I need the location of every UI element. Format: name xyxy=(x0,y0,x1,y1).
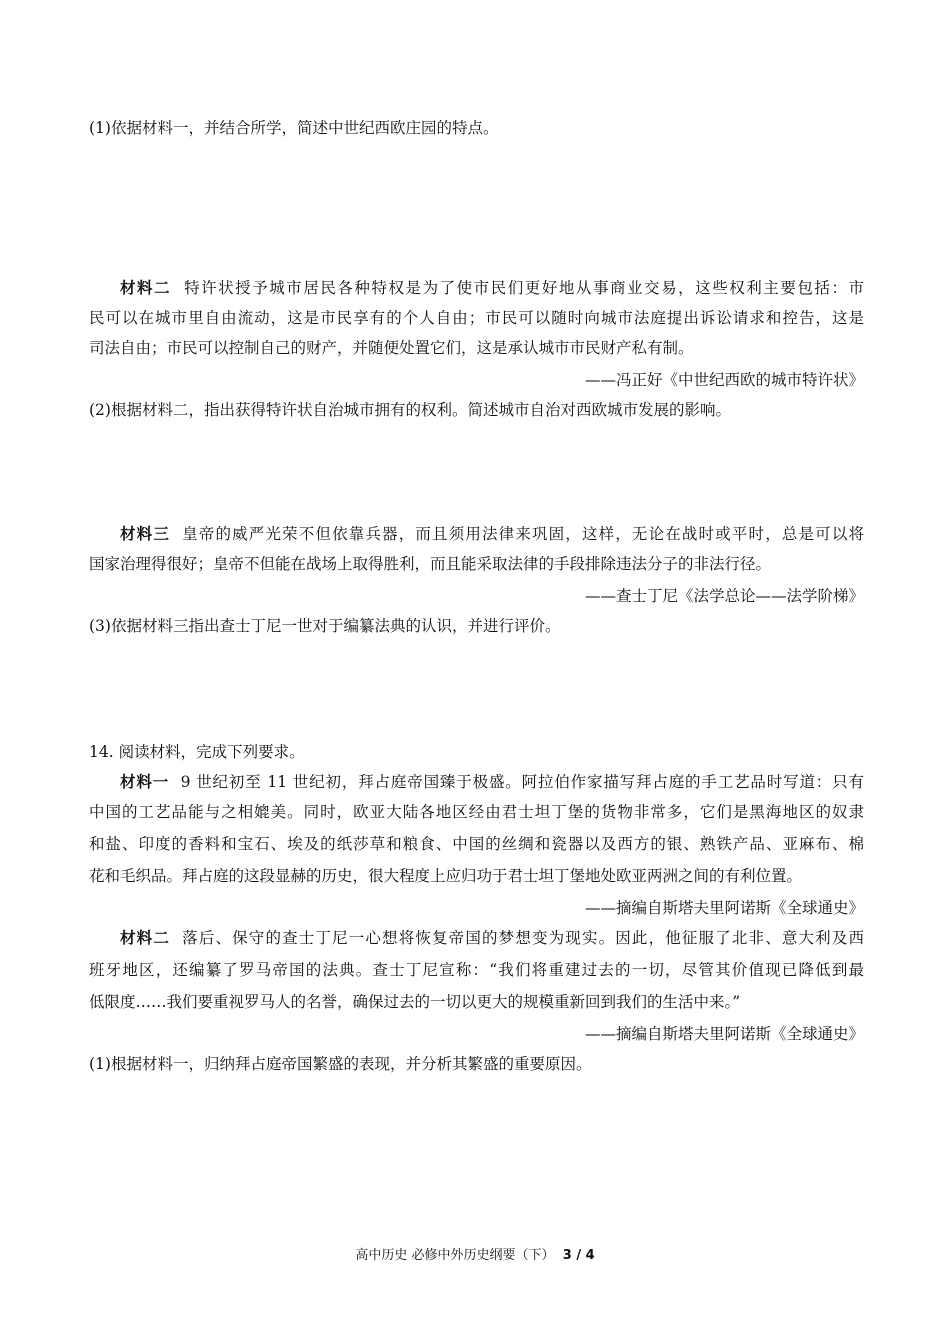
q14-title: 14. 阅读材料，完成下列要求。 xyxy=(89,743,305,761)
q13-subquestion-2: (2)根据材料二，指出获得特许状自治城市拥有的权利。简述城市自治对西欧城市发展的影响。 xyxy=(89,401,731,419)
q13-material-2-line-2: 民可以在城市里自由流动，这是市民享有的个人自由；市民可以随时向城市法庭提出诉讼请求和控告，这是 xyxy=(89,309,864,327)
q13-material-2-source: ——冯正好《中世纪西欧的城市特许状》 xyxy=(584,371,864,389)
q13-material-3-line-2: 国家治理得很好；皇帝不但能在战场上取得胜利，而且能采取法律的手段排除违法分子的非法行径。 xyxy=(89,555,772,573)
q14-material-1-line-3: 和盐、印度的香料和宝石、埃及的纸莎草和粮食、中国的丝绸和瓷器以及西方的银、熟铁产品、亚麻布、棉 xyxy=(89,835,864,853)
material-label: 材料一 xyxy=(120,773,170,791)
material-label: 材料二 xyxy=(120,279,172,297)
footer-text: 高中历史 必修中外历史纲要（下） xyxy=(355,1248,555,1263)
q14-material-1-line-1: 材料一 9 世纪初至 11 世纪初，拜占庭帝国臻于极盛。阿拉伯作家描写拜占庭的手工艺品时写道：只有 xyxy=(120,773,864,791)
q13-material-3-line-1: 材料三 皇帝的威严光荣不但依靠兵器，而且须用法律来巩固，这样，无论在战时或平时，总是可以将 xyxy=(120,525,864,543)
q14-subquestion-1: (1)根据材料一，归纳拜占庭帝国繁盛的表现，并分析其繁盛的重要原因。 xyxy=(89,1055,592,1073)
q14-material-1-line-2: 中国的工艺品能与之相媲美。同时，欧亚大陆各地区经由君士坦丁堡的货物非常多，它们是黑海地区的奴隶 xyxy=(89,803,864,821)
page-footer xyxy=(0,1247,950,1265)
q14-material-1-source: ——摘编自斯塔夫里阿诺斯《全球通史》 xyxy=(584,899,864,917)
q14-material-2-line-1: 材料二 落后、保守的查士丁尼一心想将恢复帝国的梦想变为现实。因此，他征服了北非、意大利及西 xyxy=(120,929,864,947)
q13-material-2-line-3: 司法自由；市民可以控制自己的财产，并随便处置它们，这是承认城市市民财产私有制。 xyxy=(89,339,694,357)
q14-material-2-line-3: 低限度……我们要重视罗马人的名誉，确保过去的一切以更大的规模重新回到我们的生活中来。” xyxy=(89,993,741,1011)
q14-material-1-line-4: 花和毛织品。拜占庭的这段显赫的历史，很大程度上应归功于君士坦丁堡地处欧亚两洲之间的有利位置。 xyxy=(89,867,803,885)
q13-material-2-line-1: 材料二 特许状授予城市居民各种特权是为了使市民们更好地从事商业交易，这些权利主要包括：市 xyxy=(120,279,864,297)
q13-subquestion-3: (3)依据材料三指出查士丁尼一世对于编纂法典的认识，并进行评价。 xyxy=(89,617,561,635)
material-label: 材料三 xyxy=(120,525,170,543)
q14-material-2-line-2: 班牙地区，还编纂了罗马帝国的法典。查士丁尼宣称：“我们将重建过去的一切，尽管其价值现已降低到最 xyxy=(89,961,864,979)
material-label: 材料二 xyxy=(120,929,170,947)
q14-material-2-source: ——摘编自斯塔夫里阿诺斯《全球通史》 xyxy=(584,1025,864,1043)
page-number: 3 / 4 xyxy=(562,1248,595,1263)
q13-subquestion-1: (1)依据材料一，并结合所学，简述中世纪西欧庄园的特点。 xyxy=(89,119,499,137)
q13-material-3-source: ——查士丁尼《法学总论——法学阶梯》 xyxy=(584,587,864,605)
